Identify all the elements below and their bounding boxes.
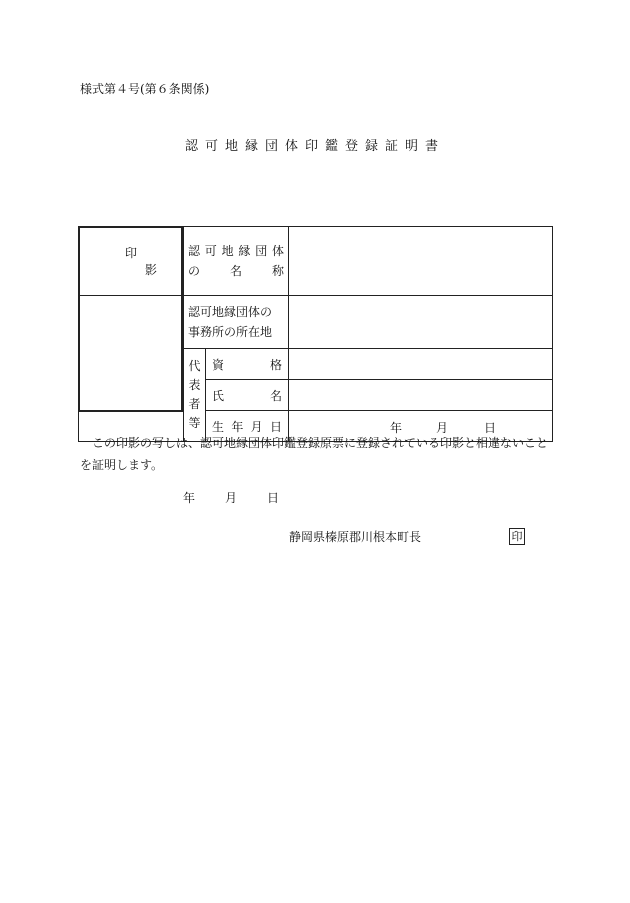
seal-impression-header: 印影	[79, 227, 184, 296]
issuer-name: 静岡県榛原郡川根本町長	[289, 530, 422, 544]
dob-value[interactable]: 年 月 日	[289, 411, 553, 442]
office-address-label: 認可地縁団体の 事務所の所在地	[184, 296, 289, 349]
group-name-label: 認 可 地 縁 団 体 の 名 称	[184, 227, 289, 296]
document-title: 認可地縁団体印鑑登録証明書	[184, 139, 445, 154]
issue-date: 年 月 日	[183, 491, 280, 505]
qualification-value[interactable]	[289, 349, 553, 380]
office-address-value[interactable]	[289, 296, 553, 349]
qualification-label: 資 格	[206, 349, 289, 380]
representative-label: 代 表 者 等	[184, 349, 206, 442]
seal-impression-area[interactable]	[79, 296, 184, 442]
name-value[interactable]	[289, 380, 553, 411]
registration-table	[78, 226, 552, 435]
group-name-value[interactable]	[289, 227, 553, 296]
dob-label: 生 年 月 日	[206, 411, 289, 442]
official-seal-mark: 印	[509, 528, 525, 545]
certification-text: この印影の写しは、認可地縁団体印鑑登録原票に登録されている印影と相違ないことを証明します。	[80, 436, 549, 472]
form-number: 様式第４号(第６条関係)	[80, 82, 210, 96]
name-label: 氏 名	[206, 380, 289, 411]
